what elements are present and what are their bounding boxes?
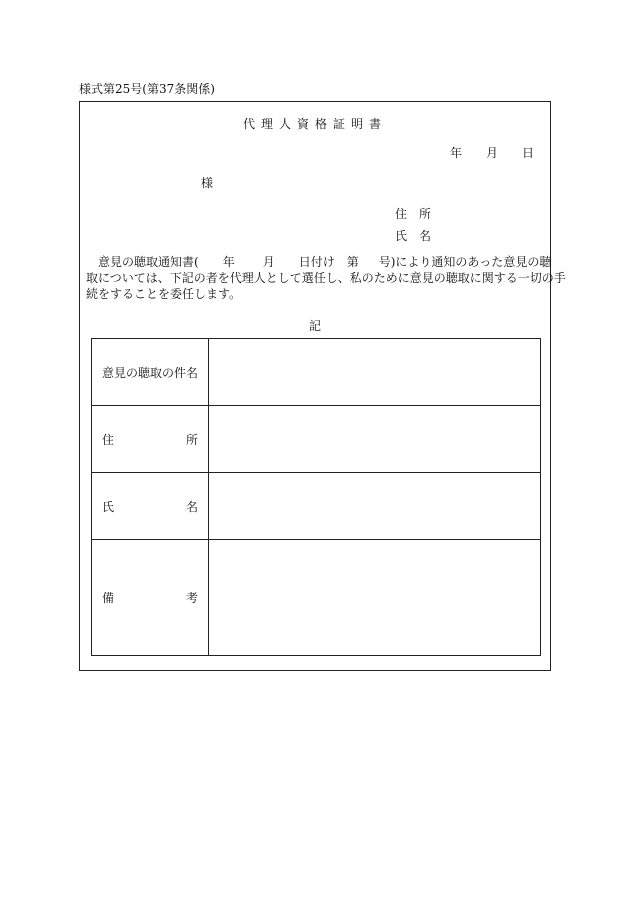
applicant-name-label: 氏 名 [395,229,432,243]
ki-heading: 記 [308,319,321,333]
agent-name-label: 氏 名 [92,473,209,540]
remarks-label: 備 考 [92,540,209,656]
addressee-suffix: 様 [201,176,214,190]
table-row [92,406,541,473]
applicant-address-label: 住 所 [395,207,432,221]
date-month: 月 [485,146,498,160]
statement-line-1: 意見の聴取通知書( 年 月 日付け 第 号)により通知のあった意見の聴 [98,255,552,269]
document-title: 代理人資格証明書 [242,117,387,131]
table-row [92,540,541,656]
date-line [450,144,534,161]
hearing-case-label: 意見の聴取の件名 [92,339,209,406]
agent-address-label: 住 所 [92,406,209,473]
agent-address-field[interactable] [209,406,541,473]
date-day: 日 [521,146,534,160]
statement-line-3: 続をすることを委任します。 [86,287,242,301]
table-row [92,473,541,540]
certificate-frame [79,101,566,671]
delegation-statement [86,254,566,302]
date-year: 年 [449,146,462,160]
remarks-field[interactable] [209,540,541,656]
statement-line-2: 取については、下記の者を代理人として選任し、私のために意見の聴取に関する一切の手 [86,271,566,285]
table-row [92,339,541,406]
hearing-case-field[interactable] [209,339,541,406]
form-number: 様式第25号(第37条関係) [79,82,215,96]
agent-details-table [91,338,541,656]
agent-name-field[interactable] [209,473,541,540]
